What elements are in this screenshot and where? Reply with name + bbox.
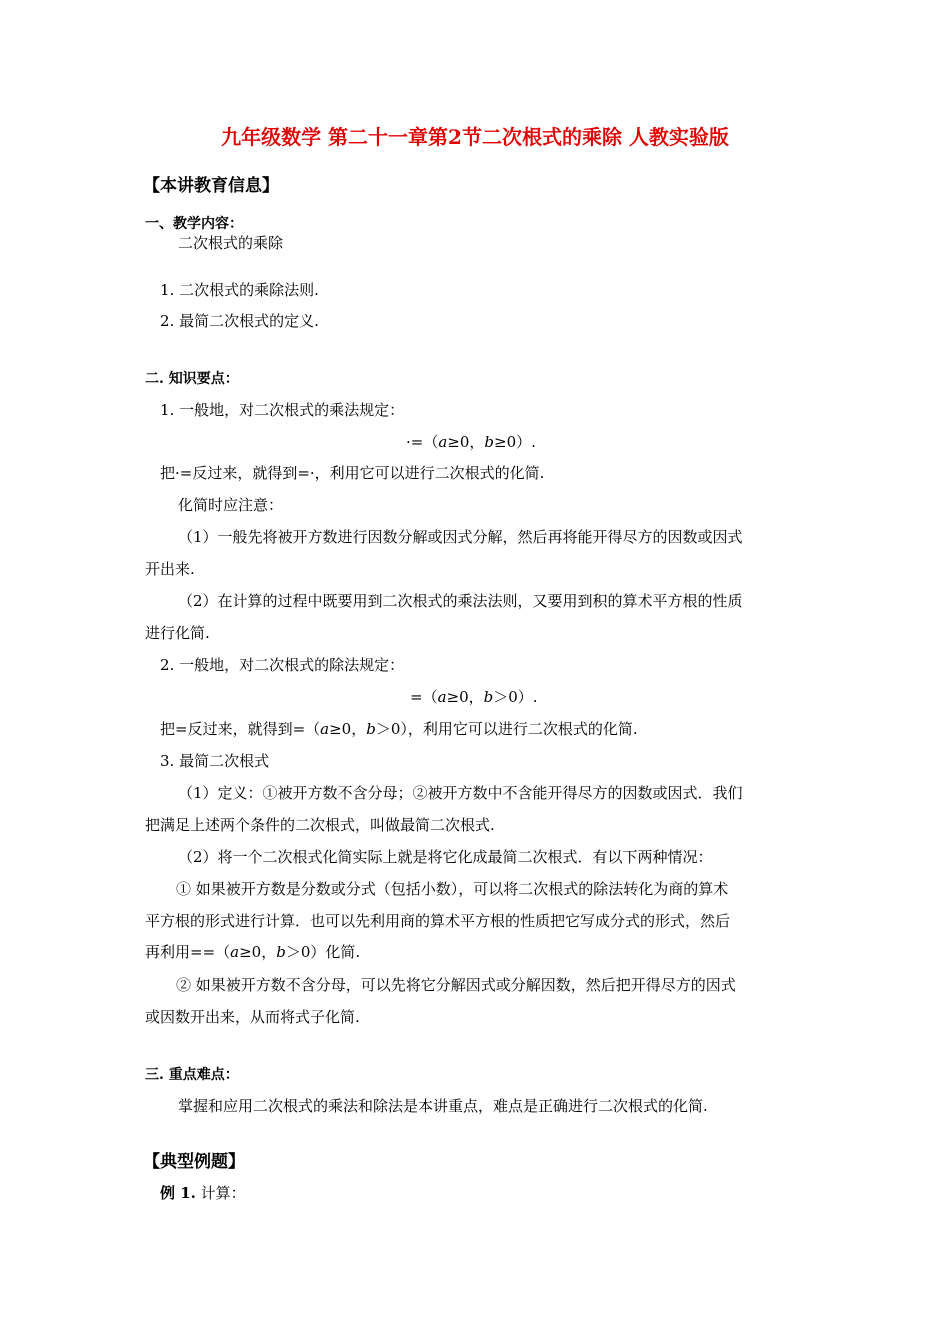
k2-formula: =（a≥0，b＞0）. xyxy=(410,688,538,706)
example-1 xyxy=(160,1183,246,1203)
content-item-2: 2. 最简二次根式的定义. xyxy=(160,312,319,330)
k3-case2-line1: ② 如果被开方数不含分母，可以先将它分解因式或分解因数，然后把开得尽方的因式 xyxy=(176,976,736,994)
example-1-label: 例 1. xyxy=(160,1184,196,1202)
k1-reverse: 把·=反过来，就得到=·，利用它可以进行二次根式的化简. xyxy=(160,464,545,482)
document-title: 九年级数学 第二十一章第2节二次根式的乘除 人教实验版 xyxy=(221,125,729,149)
k1-formula: ·=（a≥0，b≥0）. xyxy=(406,433,536,451)
info-heading: 【本讲教育信息】 xyxy=(143,176,279,196)
k3-case2-line2: 或因数开出来，从而将式子化简. xyxy=(145,1008,360,1026)
k3-definition-line1: （1）定义：①被开方数不含分母；②被开方数中不含能开得尽方的因数或因式．我们 xyxy=(178,784,743,802)
k3-heading: 3. 最简二次根式 xyxy=(160,752,270,770)
example-1-text: 计算： xyxy=(195,1184,246,1202)
k1-note: 化简时应注意： xyxy=(178,496,284,514)
examples-heading: 【典型例题】 xyxy=(143,1152,245,1172)
k1-note2-line2: 进行化简. xyxy=(145,624,210,642)
k3-case1-line2: 平方根的形式进行计算．也可以先利用商的算术平方根的性质把它写成分式的形式，然后 xyxy=(145,912,731,930)
knowledge-heading: 二. 知识要点： xyxy=(145,371,239,387)
k1-note1-line2: 开出来. xyxy=(145,560,195,578)
content-topic: 二次根式的乘除 xyxy=(178,234,284,252)
k3-case1-line3: 再利用==（a≥0，b＞0）化简. xyxy=(145,943,361,961)
content-heading: 一、教学内容： xyxy=(145,216,243,232)
k1-note1-line1: （1）一般先将被开方数进行因数分解或因式分解，然后再将能开得尽方的因数或因式 xyxy=(178,528,743,546)
k2-reverse: 把=反过来，就得到=（a≥0，b＞0），利用它可以进行二次根式的化简. xyxy=(160,720,638,738)
content-item-1: 1. 二次根式的乘除法则. xyxy=(160,281,319,299)
k1-note2-line1: （2）在计算的过程中既要用到二次根式的乘法法则，又要用到积的算术平方根的性质 xyxy=(178,592,743,610)
key-points-text: 掌握和应用二次根式的乘法和除法是本讲重点，难点是正确进行二次根式的化简. xyxy=(178,1097,708,1115)
k3-case1-line1: ① 如果被开方数是分数或分式（包括小数），可以将二次根式的除法转化为商的算术 xyxy=(176,880,729,898)
k2-intro: 2. 一般地，对二次根式的除法规定： xyxy=(160,656,405,674)
k3-definition-line2: 把满足上述两个条件的二次根式，叫做最简二次根式. xyxy=(145,816,495,834)
k3-conversion: （2）将一个二次根式化简实际上就是将它化成最简二次根式．有以下两种情况： xyxy=(178,848,713,866)
k1-intro: 1. 一般地，对二次根式的乘法规定： xyxy=(160,401,405,419)
key-points-heading: 三. 重点难点： xyxy=(145,1067,239,1083)
